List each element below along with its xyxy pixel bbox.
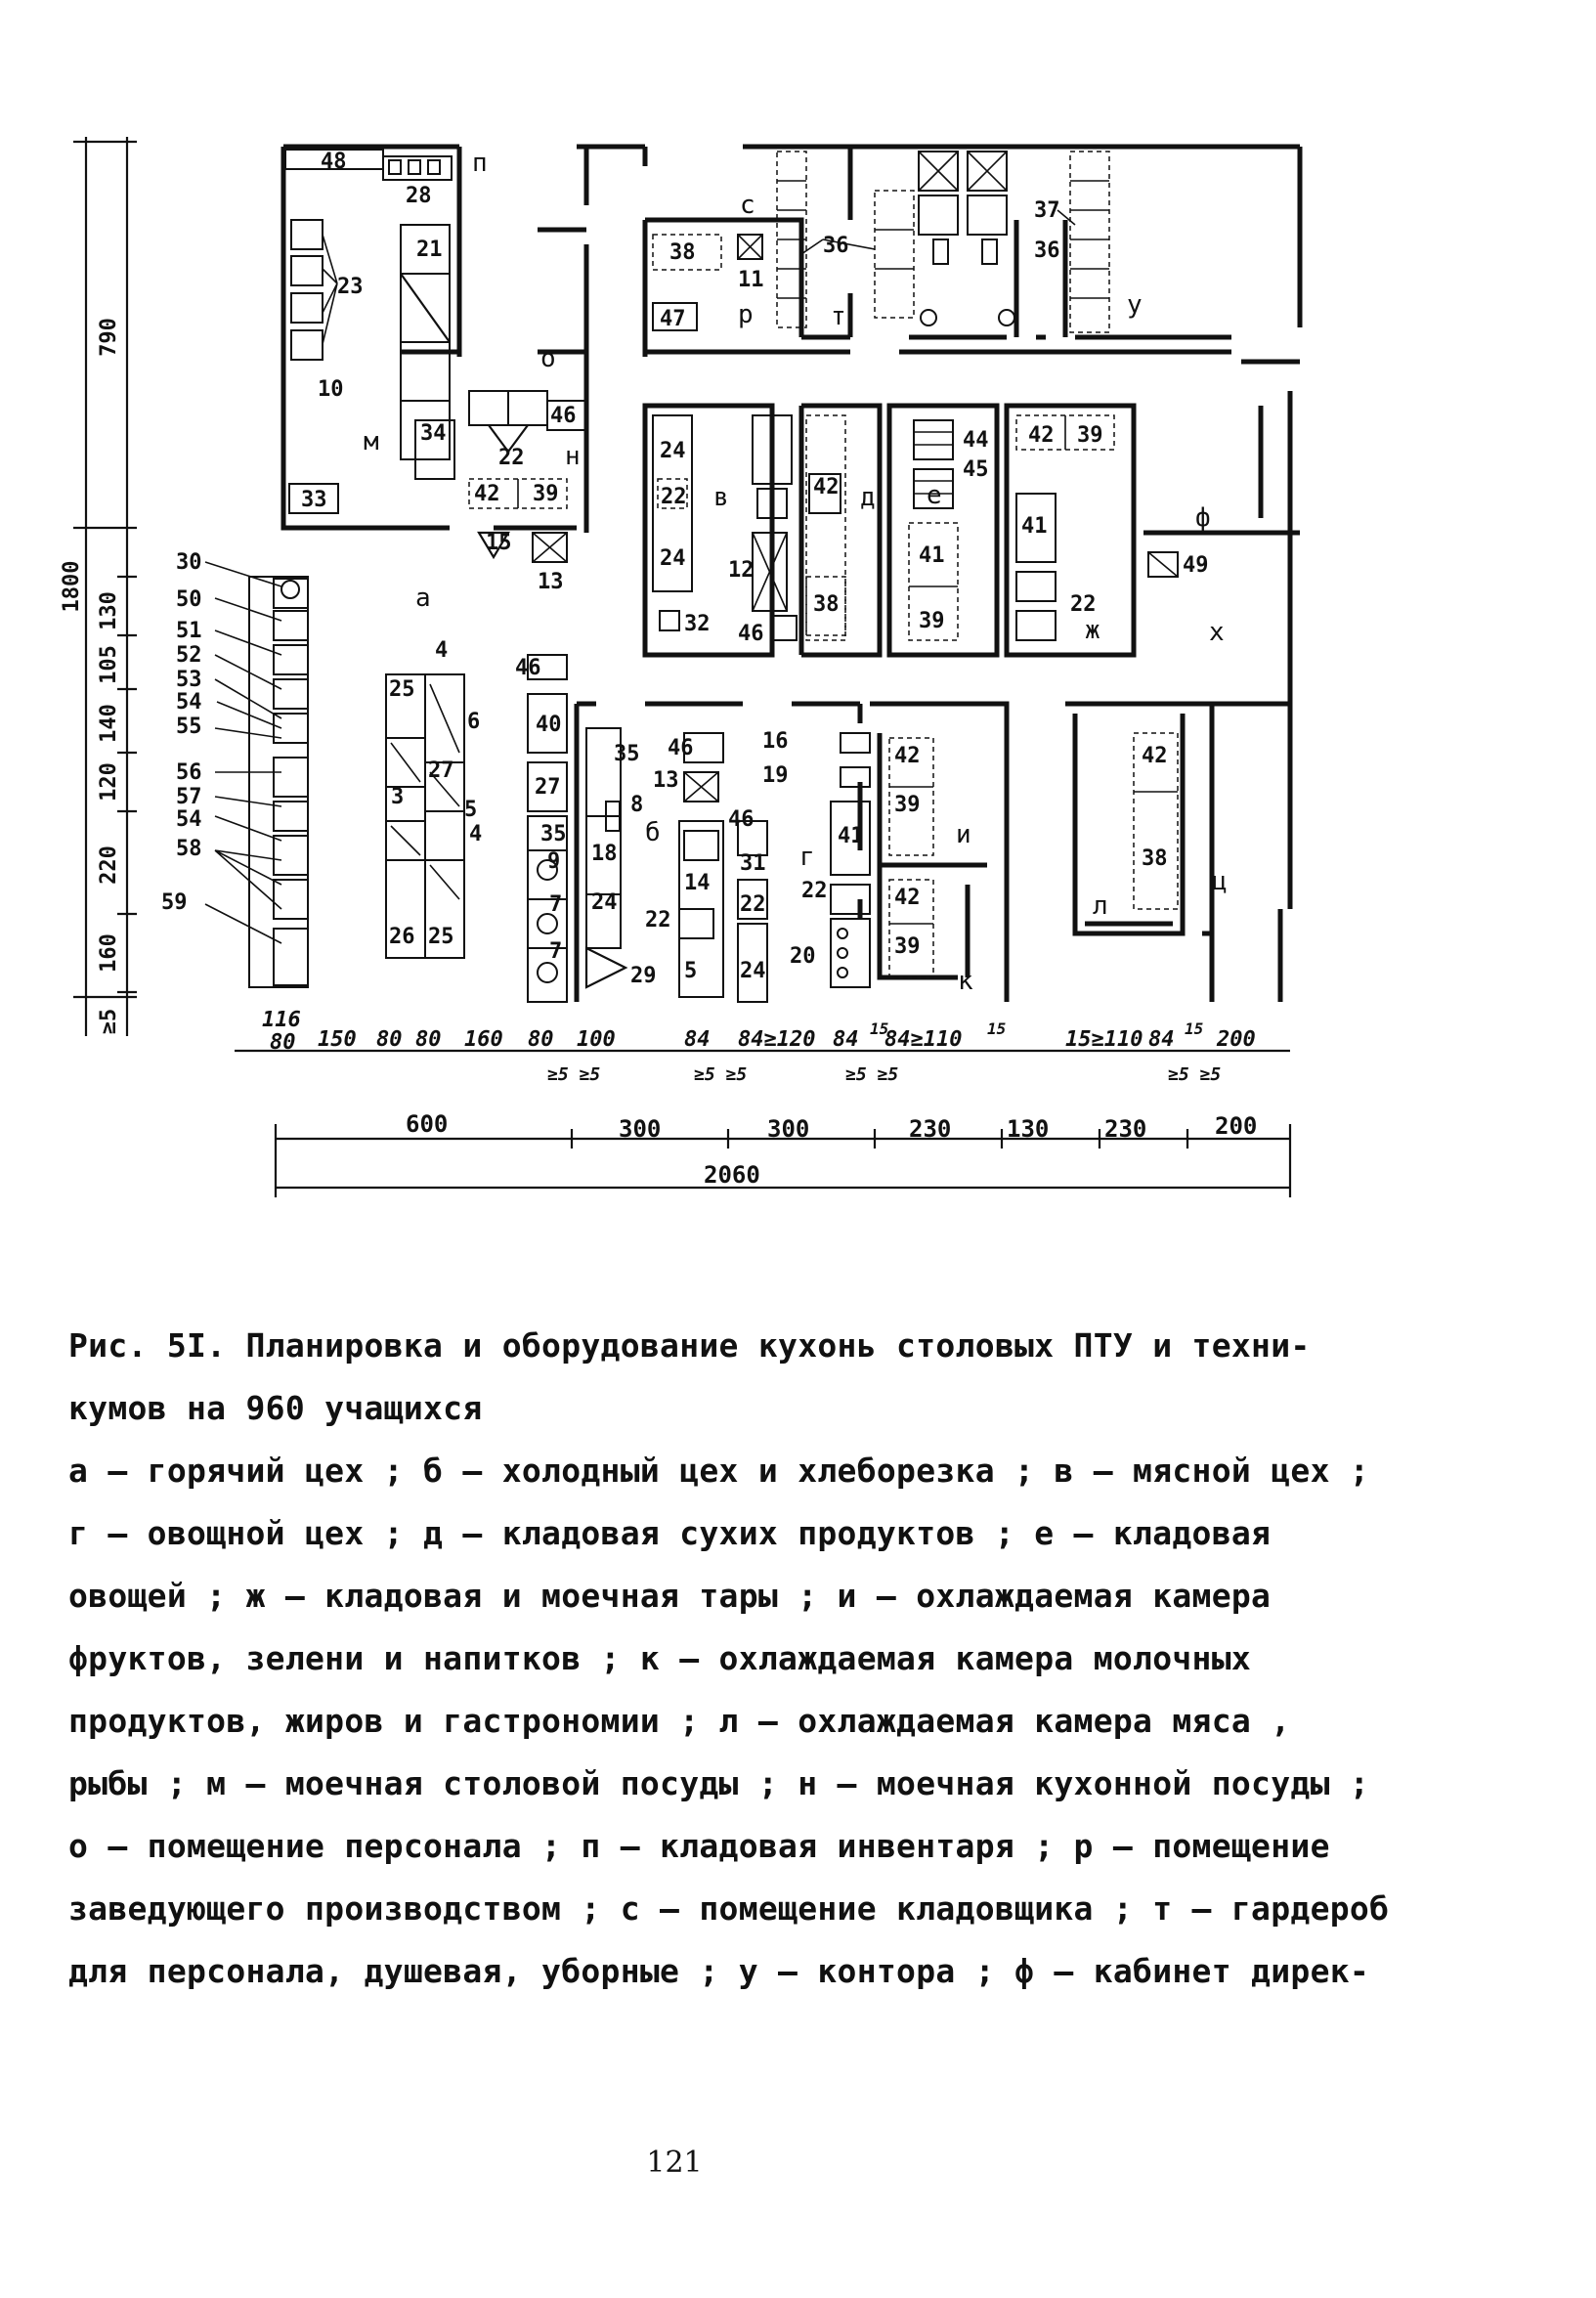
room-letter-kh: х xyxy=(1209,618,1225,647)
dim-84: 84 xyxy=(684,1027,711,1052)
equip-number: 14 xyxy=(684,871,711,895)
equip-number: 6 xyxy=(467,710,481,734)
equip-number: 13 xyxy=(538,570,564,594)
room-letter-d: д xyxy=(860,483,876,512)
equip-number: 22 xyxy=(498,446,525,470)
equip-number: 3 xyxy=(391,785,405,809)
equip-number: 37 xyxy=(1034,198,1060,223)
equip-number: 20 xyxy=(790,944,816,969)
dim-80: 80 xyxy=(376,1027,403,1052)
dim-80-boxed: 80 xyxy=(270,1030,296,1055)
total-2060: 2060 xyxy=(704,1161,760,1189)
equip-number: 9 xyxy=(547,849,561,874)
equip-number: 29 xyxy=(630,964,657,988)
caption-legend-line: овощей ; ж – кладовая и моечная тары ; и – охлаждаемая камера xyxy=(68,1577,1272,1615)
room-letter-t: т xyxy=(831,302,846,331)
room-letter-i: и xyxy=(956,820,971,849)
caption-legend-line: продуктов, жиров и гастрономии ; л – охлаждаемая камера мяса , xyxy=(68,1702,1291,1740)
equip-number: 25 xyxy=(389,677,415,702)
horizontal-dimensions xyxy=(235,1008,1290,1197)
equip-number: 38 xyxy=(1142,846,1168,871)
equip-number: 30 xyxy=(176,550,202,575)
equip-number: 42 xyxy=(474,482,500,506)
equip-number: 42 xyxy=(1142,744,1168,768)
equip-number: 10 xyxy=(318,377,344,402)
equip-number: 22 xyxy=(645,908,671,932)
equip-number: 15 xyxy=(486,531,512,555)
caption-legend-line: фруктов, зелени и напитков ; к – охлаждаемая камера молочных xyxy=(68,1639,1252,1677)
equip-number: 7 xyxy=(549,939,563,964)
dim-116: 116 xyxy=(262,1008,301,1032)
room-letter-k: к xyxy=(958,967,973,996)
room-letter-m: м xyxy=(364,427,379,456)
room-letter-p: п xyxy=(472,149,488,178)
equip-number: 7 xyxy=(549,892,563,917)
caption-legend-line: для персонала, душевая, уборные ; у – контора ; ф – кабинет дирек- xyxy=(68,1952,1370,1990)
equip-number: 56 xyxy=(176,760,202,785)
dim-15: 15 xyxy=(1185,1019,1204,1038)
span-130: 130 xyxy=(1007,1115,1050,1143)
equip-number: 42 xyxy=(894,886,921,910)
equip-number: 25 xyxy=(428,925,454,949)
equip-number: 45 xyxy=(963,457,989,482)
equip-number: 41 xyxy=(838,824,864,848)
dim-80: 80 xyxy=(415,1027,442,1052)
equip-number: 22 xyxy=(801,879,828,903)
span-dimensions xyxy=(406,1110,1257,1189)
caption-legend-line: г – овощной цех ; д – кладовая сухих продуктов ; е – кладовая xyxy=(68,1514,1272,1552)
dim-15-110: 15≥110 xyxy=(1065,1027,1143,1052)
dim-120: 120 xyxy=(97,762,121,802)
caption-legend-line: а – горячий цех ; б – холодный цех и хлеборезка ; в – мясной цех ; xyxy=(68,1452,1370,1490)
equip-number: 52 xyxy=(176,643,202,668)
vertical-dimensions xyxy=(60,137,137,1036)
equip-number: 22 xyxy=(661,485,687,509)
dim-15: 15 xyxy=(987,1019,1007,1038)
dim-80: 80 xyxy=(528,1027,554,1052)
equip-number: 47 xyxy=(660,307,686,331)
equip-number: 46 xyxy=(668,736,694,760)
dim-84-120: 84≥120 xyxy=(738,1027,816,1052)
span-230: 230 xyxy=(909,1115,952,1143)
span-600: 600 xyxy=(406,1110,449,1138)
equip-number: 8 xyxy=(630,793,644,817)
equip-number: 24 xyxy=(660,439,686,463)
dim-150: 150 xyxy=(318,1027,357,1052)
equip-number: 24 xyxy=(660,546,686,571)
equip-number: 38 xyxy=(813,592,840,617)
equip-number: 23 xyxy=(337,275,364,299)
dim-offset: ≥5 ≥5 xyxy=(845,1064,899,1085)
equip-number: 39 xyxy=(894,934,921,959)
equip-number: 11 xyxy=(738,268,764,292)
equip-number: 39 xyxy=(1077,423,1103,448)
span-200: 200 xyxy=(1215,1112,1258,1140)
equip-number: 34 xyxy=(420,421,447,446)
equip-number: 18 xyxy=(591,842,618,866)
caption-legend-line: заведующего производством ; с – помещение кладовщика ; т – гардероб xyxy=(68,1889,1390,1928)
room-letter-v: в xyxy=(713,483,729,512)
room-letter-f: ф xyxy=(1195,503,1211,533)
equip-number: 24 xyxy=(591,890,618,915)
dim-160: 160 xyxy=(464,1027,503,1052)
dim-84-110: 84≥110 xyxy=(884,1027,963,1052)
dim-84: 84 xyxy=(1148,1027,1175,1052)
dim-220: 220 xyxy=(97,845,121,885)
room-letters xyxy=(364,149,1228,996)
equip-number: 49 xyxy=(1183,553,1209,578)
dim-min5: ≥5 xyxy=(97,1008,121,1035)
equip-number: 36 xyxy=(823,234,849,258)
dim-105: 105 xyxy=(97,645,121,684)
equip-number: 44 xyxy=(963,428,989,453)
equip-number: 38 xyxy=(669,240,696,265)
span-230: 230 xyxy=(1104,1115,1147,1143)
equip-number: 33 xyxy=(301,488,327,512)
dim-790: 790 xyxy=(97,318,121,357)
dim-offset: ≥5 ≥5 xyxy=(1168,1064,1222,1085)
room-letter-e: е xyxy=(927,481,942,510)
room-letter-u: у xyxy=(1127,290,1143,320)
room-letter-zh: ж xyxy=(1085,616,1100,645)
equip-number: 19 xyxy=(762,763,789,788)
equip-number: 35 xyxy=(540,822,567,846)
equip-number: 27 xyxy=(428,759,454,783)
caption-title-line: Рис. 5I. Планировка и оборудование кухонь столовых ПТУ и техни- xyxy=(68,1326,1311,1365)
equip-number: 51 xyxy=(176,619,202,643)
equip-number: 5 xyxy=(464,798,478,822)
page-number: 121 xyxy=(646,2146,703,2180)
dim-130: 130 xyxy=(97,591,121,630)
equip-number: 42 xyxy=(894,744,921,768)
dim-84: 84 xyxy=(833,1027,859,1052)
equip-number: 22 xyxy=(1070,592,1097,617)
caption-legend-line: о – помещение персонала ; п – кладовая инвентаря ; р – помещение xyxy=(68,1827,1330,1865)
dim-160: 160 xyxy=(97,933,121,973)
equip-number: 32 xyxy=(684,612,711,636)
equip-number: 31 xyxy=(740,851,766,876)
equipment-numbers xyxy=(161,150,1209,988)
room-letter-s: с xyxy=(740,191,755,220)
equip-number: 50 xyxy=(176,587,202,612)
equip-number: 4 xyxy=(435,638,449,663)
room-letter-ts: ц xyxy=(1212,867,1228,896)
equip-number: 42 xyxy=(813,475,840,499)
dim-140: 140 xyxy=(97,704,121,743)
equip-number: 54 xyxy=(176,690,202,715)
room-letter-n: н xyxy=(565,442,581,471)
equip-number: 41 xyxy=(1021,514,1048,539)
span-300: 300 xyxy=(619,1115,662,1143)
equip-number: 46 xyxy=(738,622,764,646)
equip-number: 5 xyxy=(684,959,698,983)
equip-number: 16 xyxy=(762,729,789,754)
room-letter-l: л xyxy=(1093,891,1108,921)
equip-number: 46 xyxy=(728,807,755,832)
figure-caption xyxy=(68,1315,1390,2003)
equip-number: 53 xyxy=(176,668,202,692)
span-300: 300 xyxy=(767,1115,810,1143)
equip-number: 54 xyxy=(176,807,202,832)
equip-number: 28 xyxy=(406,184,432,208)
equip-number: 46 xyxy=(515,656,541,680)
equip-number: 39 xyxy=(533,482,559,506)
equip-number: 36 xyxy=(1034,238,1060,263)
room-letter-r: р xyxy=(738,300,754,329)
caption-legend-line: рыбы ; м – моечная столовой посуды ; н – моечная кухонной посуды ; xyxy=(68,1764,1370,1802)
equip-number: 21 xyxy=(416,238,443,262)
dim-offset: ≥5 ≥5 xyxy=(694,1064,748,1085)
equip-number: 46 xyxy=(550,404,577,428)
equip-number: 41 xyxy=(919,543,945,568)
equip-number: 57 xyxy=(176,785,202,809)
equip-number: 48 xyxy=(321,150,347,174)
equip-number: 35 xyxy=(614,742,640,766)
equip-number: 27 xyxy=(535,775,561,800)
room-letter-a: а xyxy=(415,584,431,613)
room-letter-g: г xyxy=(799,843,815,872)
equip-number: 12 xyxy=(728,558,755,583)
equip-number: 58 xyxy=(176,837,202,861)
dim-15: 15 xyxy=(870,1019,889,1038)
equip-number: 59 xyxy=(161,890,188,915)
equip-number: 26 xyxy=(389,925,415,949)
equip-number: 24 xyxy=(740,959,766,983)
equip-number: 42 xyxy=(1028,423,1055,448)
caption-title-line: кумов на 960 учащихся xyxy=(68,1389,483,1427)
equip-number: 4 xyxy=(469,822,483,846)
equip-number: 39 xyxy=(919,609,945,633)
dim-offset: ≥5 ≥5 xyxy=(547,1064,601,1085)
equip-number: 39 xyxy=(894,793,921,817)
equip-number: 13 xyxy=(653,768,679,793)
dim-200: 200 xyxy=(1217,1027,1256,1052)
equip-number: 40 xyxy=(536,713,562,737)
dim-1800: 1800 xyxy=(60,560,84,613)
room-letter-o: о xyxy=(540,344,556,373)
equip-number: 22 xyxy=(740,892,766,917)
room-letter-b: б xyxy=(645,818,661,847)
dim-100: 100 xyxy=(577,1027,616,1052)
equip-number: 55 xyxy=(176,715,202,739)
